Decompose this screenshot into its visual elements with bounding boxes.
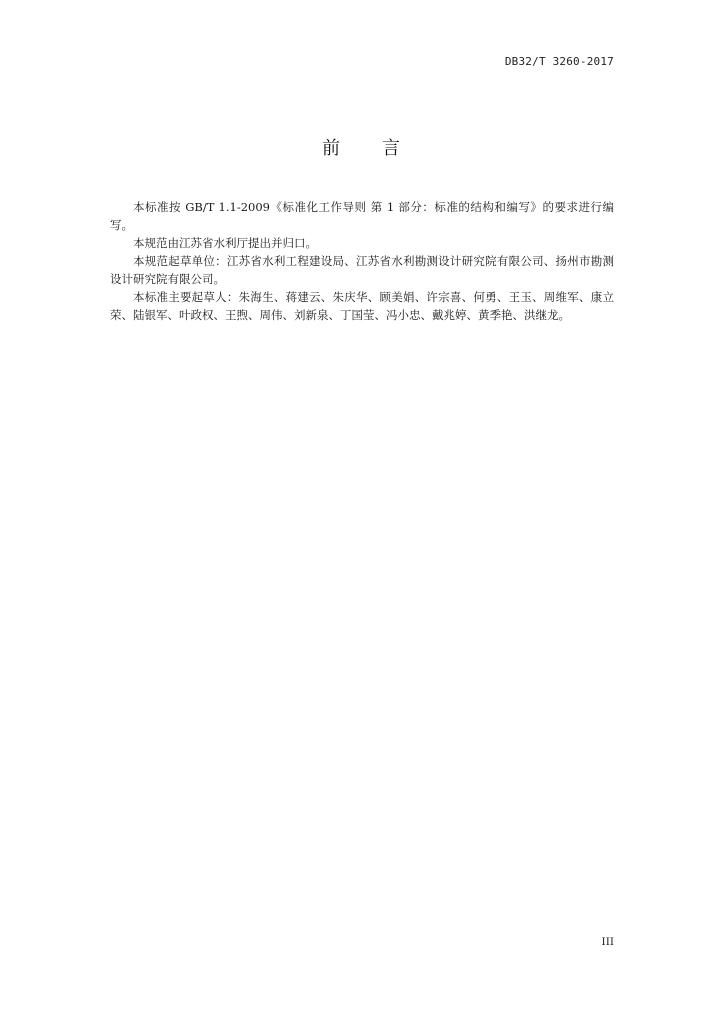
page-number: III xyxy=(601,936,614,948)
title-char-2: 言 xyxy=(382,138,402,159)
paragraph-proposer: 本规范由江苏省水利厅提出并归口。 xyxy=(133,236,317,250)
paragraph-drafting-units: 本规范起草单位：江苏省水利工程建设局、江苏省水利勘测设计研究院有限公司、扬州市勘测设计研究院有限公司。 xyxy=(110,254,614,286)
title-char-1: 前 xyxy=(322,138,342,159)
paragraph-standard-basis: 本标准按 GB/T 1.1-2009《标准化工作导则 第 1 部分：标准的结构和编写》的要求进行编写。 xyxy=(110,200,614,232)
standard-code: DB32/T 3260-2017 xyxy=(504,55,614,68)
paragraph-drafters: 本标准主要起草人：朱海生、蒋建云、朱庆华、顾美娟、许宗喜、何勇、王玉、周维军、康立荣、陆银军、叶政权、王煦、周伟、刘新泉、丁国莹、冯小忠、戴兆婷、黄季艳、洪继龙。 xyxy=(110,290,614,322)
foreword-body xyxy=(110,198,614,324)
page-title xyxy=(0,134,724,160)
